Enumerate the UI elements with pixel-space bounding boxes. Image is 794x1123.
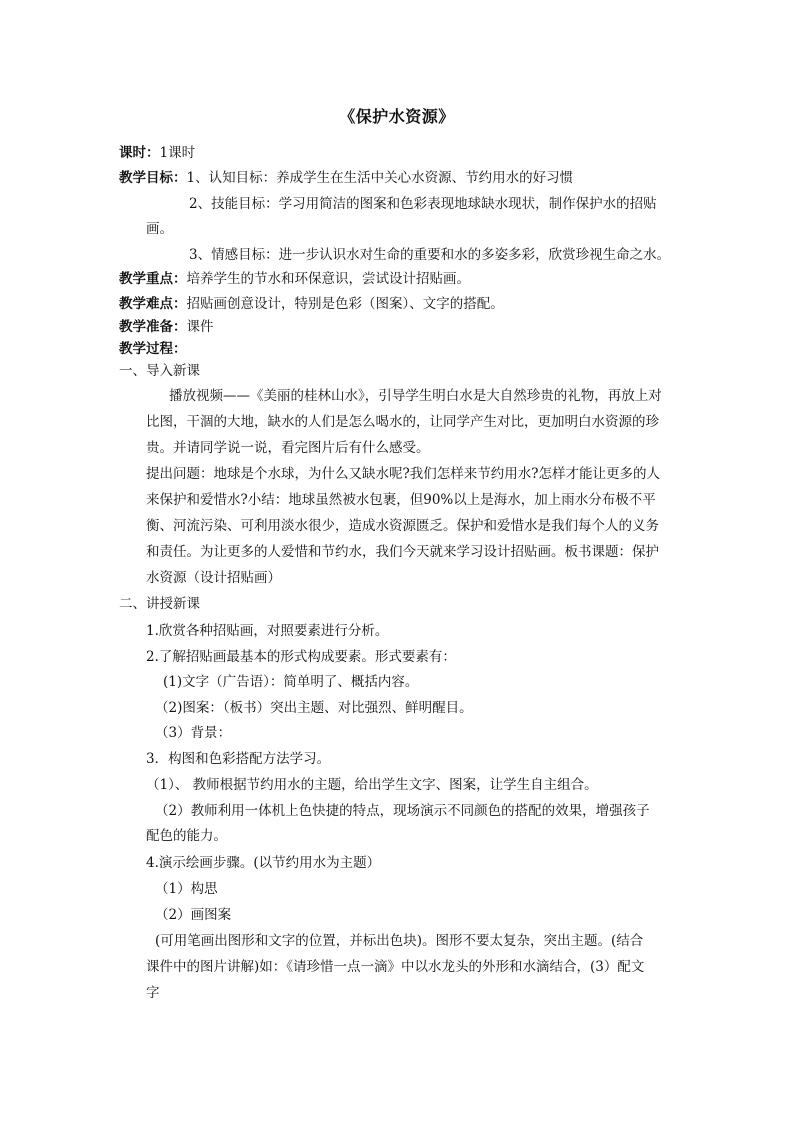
- paragraph-2-line-2: 来保护和爱惜水?小结：地球虽然被水包裹，但90%以上是海水，加上雨水分布极不平: [146, 492, 656, 508]
- section-2-title: 二、讲授新课: [119, 596, 200, 612]
- step-4-item-1: （1）构思: [155, 881, 218, 897]
- paragraph-1-line-1: 播放视频——《美丽的桂林山水》，引导学生明白水是大自然珍贵的礼物，再放上对: [169, 388, 662, 404]
- goal-2-line-1: 2、技能目标：学习用简洁的图案和色彩表现地球缺水现状，制作保护水的招贴: [189, 196, 657, 212]
- hours-label: 课时：: [119, 145, 160, 161]
- step-1: 1.欣赏各种招贴画，对照要素进行分析。: [146, 623, 389, 639]
- step-2-item-2: （2)图案：（板书）突出主题、对比强烈、鲜明醒目。: [155, 700, 473, 716]
- difficulty-label: 教学难点：: [119, 296, 187, 312]
- step-2-item-1: (1)文字（广告语）：简单明了、概括内容。: [163, 674, 419, 690]
- paragraph-2-line-3: 衡、河流污染、可利用淡水很少，造成水资源匮乏。保护和爱惜水是我们每个人的义务: [146, 518, 659, 534]
- paragraph-1-line-2: 比图，干涸的大地，缺水的人们是怎么喝水的，让同学产生对比，更加明白水资源的珍: [146, 414, 659, 430]
- goal-2-line-2: 画。: [146, 221, 173, 237]
- document-title: 《保护水资源》: [339, 107, 455, 126]
- step-2: 2.了解招贴画最基本的形式构成要素。形式要素有：: [146, 649, 456, 665]
- step-4-item-2: （2）画图案: [155, 907, 232, 923]
- paragraph-2-line-1: 提出问题：地球是个水球，为什么又缺水呢?我们怎样来节约用水?怎样才能让更多的人: [146, 466, 660, 482]
- step-4-paragraph-line-3: 字: [146, 985, 160, 1001]
- paragraph-2-line-4: 和责任。为让更多的人爱惜和节约水，我们今天就来学习设计招贴画。板书课题：保护: [146, 544, 659, 560]
- step-4: 4.演示绘画步骤。(以节约用水为主题）: [146, 855, 381, 871]
- step-3: 3．构图和色彩搭配方法学习。: [146, 751, 331, 767]
- goal-1: 1、认知目标：养成学生在生活中关心水资源、节约用水的好习惯: [186, 170, 574, 186]
- key-label: 教学重点：: [119, 271, 187, 287]
- step-3-item-2-line-2: 配色的能力。: [146, 828, 227, 844]
- hours-row: [119, 143, 195, 163]
- goal-3: 3、情感目标：进一步认识水对生命的重要和水的多姿多彩，欣赏珍视生命之水。: [189, 247, 671, 263]
- hours-value: 1课时: [159, 145, 196, 161]
- key-value: 培养学生的节水和环保意识，尝试设计招贴画。: [186, 271, 470, 287]
- key-row: [119, 269, 470, 289]
- difficulty-row: [119, 294, 504, 314]
- step-3-item-2-line-1: （2）教师利用一体机上色快捷的特点，现场演示不同颜色的搭配的效果，增强孩子: [155, 803, 650, 819]
- goals-row: [119, 168, 573, 188]
- preparation-label: 教学准备：: [119, 319, 187, 335]
- paragraph-2-line-5: 水资源（设计招贴画）: [146, 570, 281, 586]
- goals-label: 教学目标：: [119, 170, 187, 186]
- preparation-value: 课件: [186, 319, 214, 335]
- process-label: 教学过程：: [119, 341, 187, 357]
- step-4-paragraph-line-2: 课件中的图片讲解)如：《请珍惜一点一滴》中以水龙头的外形和水滴结合，(3）配文: [146, 959, 645, 975]
- difficulty-value: 招贴画创意设计，特别是色彩（图案）、文字的搭配。: [186, 296, 504, 312]
- step-3-item-1: （1）、 教师根据节约用水的主题，给出学生文字、图案，让学生自主组合。: [146, 777, 598, 793]
- paragraph-1-line-3: 贵。并请同学说一说，看完图片后有什么感受。: [146, 440, 430, 456]
- section-1-title: 一、导入新课: [119, 363, 200, 379]
- preparation-row: [119, 317, 214, 337]
- step-2-item-3: （3）背景：: [155, 725, 232, 741]
- step-4-paragraph-line-1: (可用笔画出图形和文字的位置，并标出色块)。图形不要太复杂，突出主题。(结合: [155, 933, 644, 949]
